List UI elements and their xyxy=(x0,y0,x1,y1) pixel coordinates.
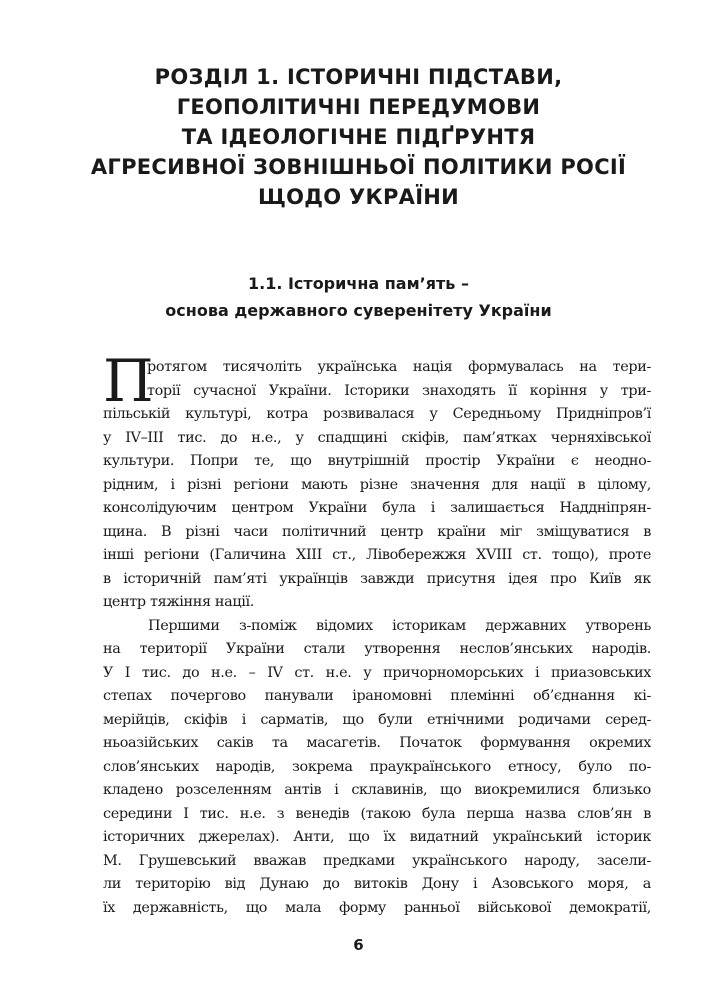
text-line: кладено розселенням антів і склавинів, що виокремилися близько xyxy=(103,782,651,798)
text-line: ньоазійських саків та масагетів. Початок формування окремих xyxy=(103,735,651,751)
text-line: історичних джерелах). Анти, що їх видатний український історик xyxy=(103,829,651,845)
section-title-line: 1.1. Історична пам’ять – xyxy=(247,274,469,293)
text-line: ротягом тисячоліть українська нація формувалась на тери- xyxy=(147,359,651,375)
text-line: Першими з-поміж відомих історикам державних утворень xyxy=(148,617,651,634)
text-line: М. Грушевський вважав предками українського народу, засели- xyxy=(103,852,651,869)
text-line: щина. В різні часи політичний центр країни міг зміщуватися в xyxy=(103,523,651,540)
drop-cap: П xyxy=(103,347,154,415)
text-line: ли територію від Дунаю до витоків Дону і Азовського моря, а xyxy=(103,876,651,892)
text-line: на території України стали утворення неслов’янських народів. xyxy=(103,641,651,657)
text-line: культури. Попри те, що внутрішній простір України є неодно- xyxy=(103,453,651,469)
chapter-title-line: РОЗДІЛ 1. ІСТОРИЧНІ ПІДСТАВИ, xyxy=(154,65,563,89)
text-line: У І тис. до н.е. – IV ст. н.е. у причорноморських і приазовських xyxy=(103,664,651,681)
section-title xyxy=(60,270,657,324)
text-line: мерійців, скіфів і сарматів, що були етнічними родичами серед- xyxy=(103,711,651,728)
page-number: 6 xyxy=(353,936,364,954)
text-line: у IV–III тис. до н.е., у спадщині скіфів, пам’ятках черняхівської xyxy=(103,429,651,446)
chapter-title-line: АГРЕСИВНОЇ ЗОВНІШНЬОЇ ПОЛІТИКИ РОСІЇ xyxy=(90,155,627,179)
text-line: їх державність, що мала форму ранньої військової демократії, xyxy=(103,899,651,916)
text-line: торії сучасної України. Історики знаходять її коріння у три- xyxy=(147,382,651,399)
paragraph-1 xyxy=(103,347,651,615)
text-line: рідним, і різні регіони мають різне значення для нації в цілому, xyxy=(103,476,651,493)
body-text xyxy=(103,347,651,920)
text-line: пільській культурі, котра розвивалася у Середньому Придніпров’ї xyxy=(103,406,651,422)
text-line: центр тяжіння нації. xyxy=(103,594,255,610)
chapter-title xyxy=(60,62,657,212)
text-line: степах почергово панували іраномовні племінні об’єднання кі- xyxy=(103,688,651,704)
section-title-line: основа державного суверенітету України xyxy=(165,301,552,320)
text-line: слов’янських народів, зокрема праукраїнського етносу, було по- xyxy=(103,758,651,775)
chapter-title-line: ЩОДО УКРАЇНИ xyxy=(257,185,460,209)
text-line: консолідуючим центром України була і залишається Наддніпрян- xyxy=(103,500,651,516)
text-line: середини І тис. н.е. з венедів (такою була перша назва слов’ян в xyxy=(103,805,651,822)
chapter-title-line: ТА ІДЕОЛОГІЧНЕ ПІДҐРУНТЯ xyxy=(181,125,536,149)
paragraph-2 xyxy=(103,615,651,921)
chapter-title-line: ГЕОПОЛІТИЧНІ ПЕРЕДУМОВИ xyxy=(176,95,541,119)
text-line: в історичній пам’яті українців завжди присутня ідея про Київ як xyxy=(103,570,651,587)
text-line: інші регіони (Галичина XIII ст., Лівобережжя XVIII ст. тощо), проте xyxy=(103,547,651,563)
